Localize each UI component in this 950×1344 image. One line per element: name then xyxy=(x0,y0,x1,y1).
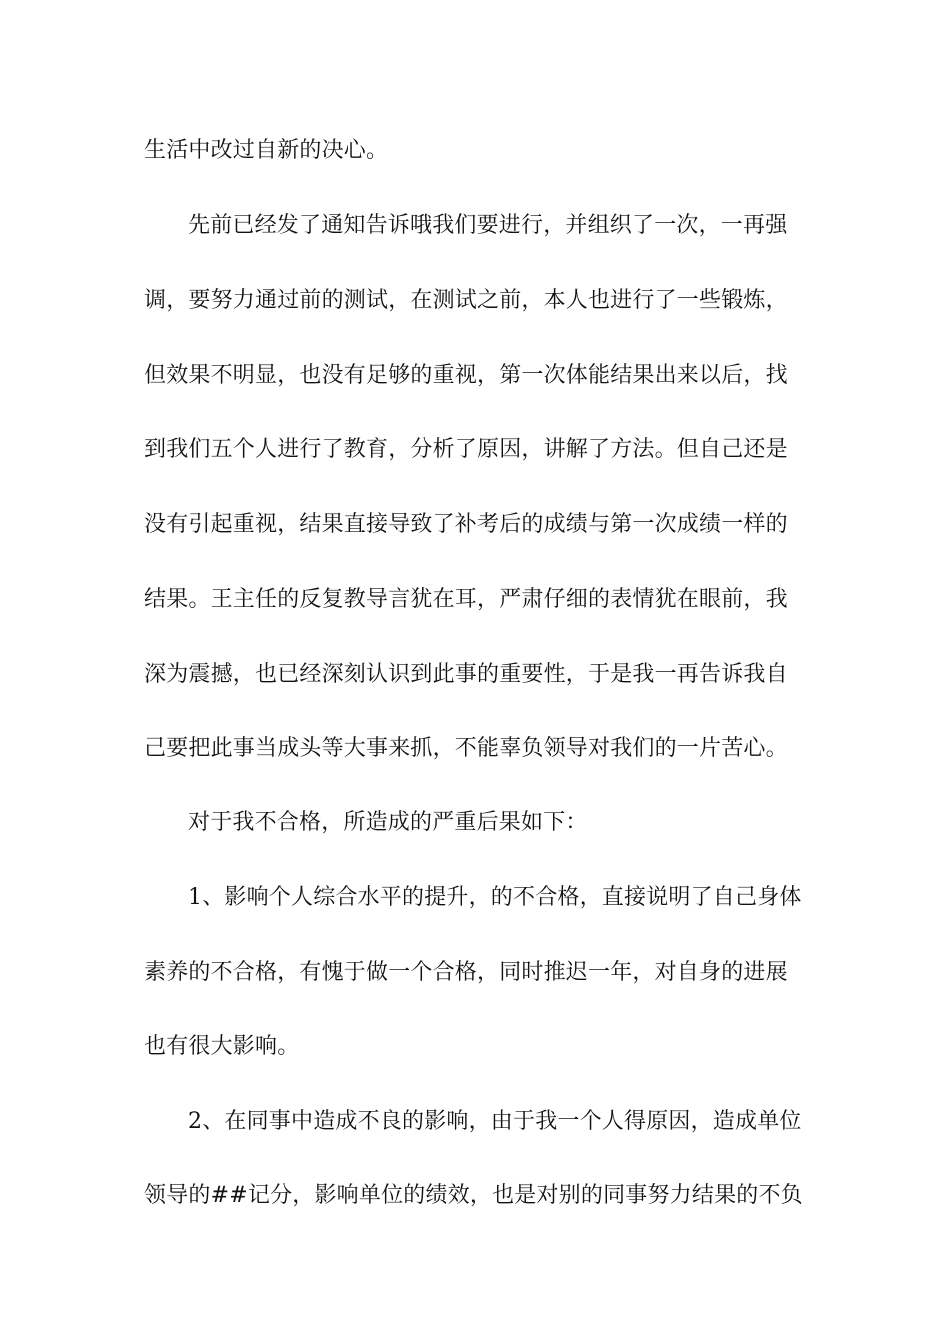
text-line: 到我们五个人进行了教育，分析了原因，讲解了方法。但自己还是 xyxy=(144,437,788,462)
paragraph-first-line: 先前已经发了通知告诉哦我们要进行，并组织了一次，一再强 xyxy=(188,213,788,238)
list-item-1-first-line: 1、影响个人综合水平的提升，的不合格，直接说明了自己身体 xyxy=(188,885,802,910)
text-line: 生活中改过自新的决心。 xyxy=(144,138,389,163)
text-line: 深为震撼，也已经深刻认识到此事的重要性，于是我一再告诉我自 xyxy=(144,662,788,687)
text-line: 结果。王主任的反复教导言犹在耳，严肃仔细的表情犹在眼前，我 xyxy=(144,587,788,612)
paragraph-first-line: 对于我不合格，所造成的严重后果如下： xyxy=(188,810,588,835)
text-line: 但效果不明显，也没有足够的重视，第一次体能结果出来以后，找 xyxy=(144,363,788,388)
text-line: 素养的不合格，有愧于做一个合格，同时推迟一年，对自身的进展 xyxy=(144,960,788,985)
text-line: 己要把此事当成头等大事来抓，不能辜负领导对我们的一片苦心。 xyxy=(144,736,788,761)
text-line: 没有引起重视，结果直接导致了补考后的成绩与第一次成绩一样的 xyxy=(144,512,788,537)
text-line: 调，要努力通过前的测试，在测试之前，本人也进行了一些锻炼， xyxy=(144,288,788,313)
list-item-2-first-line: 2、在同事中造成不良的影响，由于我一个人得原因，造成单位 xyxy=(188,1109,802,1134)
text-line: 也有很大影响。 xyxy=(144,1034,300,1059)
text-line: 领导的##记分，影响单位的绩效，也是对别的同事努力结果的不负 xyxy=(144,1183,803,1208)
